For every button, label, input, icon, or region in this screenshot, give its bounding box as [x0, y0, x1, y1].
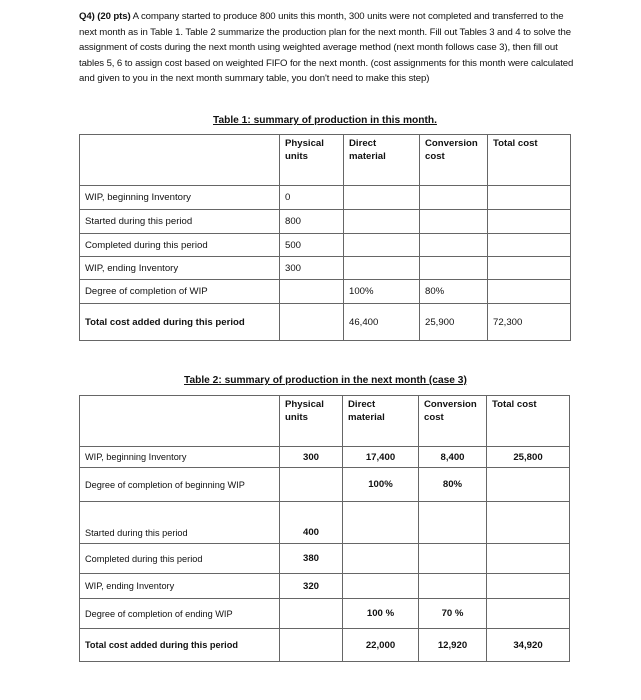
table2	[79, 395, 570, 662]
table-row	[80, 186, 571, 210]
table2-header-row	[80, 396, 570, 447]
physical-units-cell: 300	[280, 447, 343, 468]
question-text	[79, 9, 574, 87]
row-label: WIP, ending Inventory	[80, 574, 280, 599]
table-row	[80, 468, 570, 502]
physical-units-cell: 800	[280, 210, 344, 234]
direct-material-cell: 46,400	[344, 304, 420, 341]
table-row	[80, 234, 571, 257]
physical-units-cell	[280, 304, 344, 341]
table1-header-cc: Conversion cost	[420, 135, 488, 186]
direct-material-cell: 17,400	[343, 447, 419, 468]
row-label: Degree of completion of beginning WIP	[80, 468, 280, 502]
physical-units-cell	[280, 280, 344, 304]
table-row	[80, 629, 570, 662]
conversion-cost-cell: 70 %	[419, 599, 487, 629]
total-cost-cell	[488, 280, 571, 304]
physical-units-cell: 300	[280, 257, 344, 280]
physical-units-cell: 320	[280, 574, 343, 599]
physical-units-cell: 380	[280, 544, 343, 574]
question-label: Q4) (20 pts)	[79, 11, 131, 22]
table-row	[80, 447, 570, 468]
total-cost-cell	[488, 257, 571, 280]
table1-header-physical: Physical units	[280, 135, 344, 186]
direct-material-cell	[343, 544, 419, 574]
direct-material-cell	[344, 257, 420, 280]
conversion-cost-cell	[419, 574, 487, 599]
table1	[79, 134, 571, 341]
row-label: Degree of completion of ending WIP	[80, 599, 280, 629]
physical-units-cell: 400	[280, 502, 343, 544]
conversion-cost-cell	[419, 502, 487, 544]
conversion-cost-cell: 8,400	[419, 447, 487, 468]
row-label: Started during this period	[80, 502, 280, 544]
physical-units-cell: 500	[280, 234, 344, 257]
table-row	[80, 280, 571, 304]
conversion-cost-cell: 80%	[419, 468, 487, 502]
total-cost-cell	[488, 234, 571, 257]
direct-material-cell	[344, 210, 420, 234]
row-label: Completed during this period	[80, 544, 280, 574]
table1-header-row	[80, 135, 571, 186]
table1-header-total: Total cost	[488, 135, 571, 186]
physical-units-cell	[280, 468, 343, 502]
total-cost-cell: 25,800	[487, 447, 570, 468]
table-row	[80, 304, 571, 341]
table2-header-total: Total cost	[487, 396, 570, 447]
table1-header-dm: Direct material	[344, 135, 420, 186]
direct-material-cell: 100 %	[343, 599, 419, 629]
table-row	[80, 210, 571, 234]
total-cost-cell	[487, 468, 570, 502]
table-row	[80, 574, 570, 599]
direct-material-cell	[344, 186, 420, 210]
row-label: WIP, ending Inventory	[80, 257, 280, 280]
conversion-cost-cell: 25,900	[420, 304, 488, 341]
row-label: WIP, beginning Inventory	[80, 447, 280, 468]
question-body: A company started to produce 800 units this month, 300 units were not completed and transferred to the next month as in Table 1. Table 2 summarize the production plan for the next month. Fill out Tables 3 and 4 to solve the assignment of costs during the next month using weighted average method (next month follows case 3), then fill out tables 5, 6 to assign cost based on weighted FIFO for the next month. (cost assignments for this month were calculated and given to you in the next month summary table, you don't need to make this step)	[79, 11, 574, 85]
table1-header-label	[80, 135, 280, 186]
table-row	[80, 502, 570, 544]
table-row	[80, 257, 571, 280]
conversion-cost-cell	[420, 186, 488, 210]
table2-header-label	[80, 396, 280, 447]
direct-material-cell	[344, 234, 420, 257]
table2-caption: Table 2: summary of production in the next month (case 3)	[184, 375, 467, 386]
conversion-cost-cell	[420, 234, 488, 257]
table2-header-cc: Conversion cost	[419, 396, 487, 447]
direct-material-cell: 22,000	[343, 629, 419, 662]
physical-units-cell: 0	[280, 186, 344, 210]
row-label: Total cost added during this period	[80, 304, 280, 341]
total-cost-cell	[487, 599, 570, 629]
total-cost-cell	[488, 210, 571, 234]
total-cost-cell: 72,300	[488, 304, 571, 341]
total-cost-cell	[487, 574, 570, 599]
table2-header-dm: Direct material	[343, 396, 419, 447]
direct-material-cell: 100%	[344, 280, 420, 304]
row-label: WIP, beginning Inventory	[80, 186, 280, 210]
conversion-cost-cell	[419, 544, 487, 574]
row-label: Started during this period	[80, 210, 280, 234]
direct-material-cell	[343, 574, 419, 599]
row-label: Completed during this period	[80, 234, 280, 257]
physical-units-cell	[280, 599, 343, 629]
direct-material-cell: 100%	[343, 468, 419, 502]
row-label: Total cost added during this period	[80, 629, 280, 662]
total-cost-cell	[487, 544, 570, 574]
table1-caption: Table 1: summary of production in this month.	[213, 115, 437, 126]
total-cost-cell	[488, 186, 571, 210]
table-row	[80, 599, 570, 629]
physical-units-cell	[280, 629, 343, 662]
conversion-cost-cell	[420, 210, 488, 234]
total-cost-cell	[487, 502, 570, 544]
total-cost-cell: 34,920	[487, 629, 570, 662]
table2-header-physical: Physical units	[280, 396, 343, 447]
conversion-cost-cell: 12,920	[419, 629, 487, 662]
table-row	[80, 544, 570, 574]
row-label: Degree of completion of WIP	[80, 280, 280, 304]
conversion-cost-cell	[420, 257, 488, 280]
conversion-cost-cell: 80%	[420, 280, 488, 304]
direct-material-cell	[343, 502, 419, 544]
